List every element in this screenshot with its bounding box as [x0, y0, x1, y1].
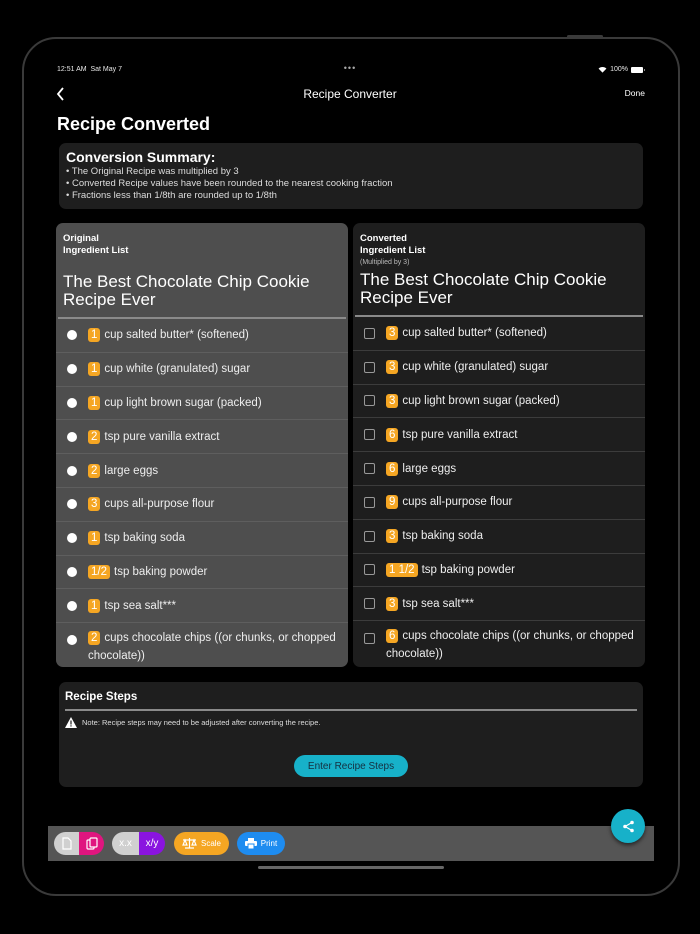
ingredient-text [88, 563, 207, 581]
ingredient-text [386, 426, 517, 444]
original-recipe-title: The Best Chocolate Chip Cookie Recipe Ever [63, 272, 310, 309]
checkbox[interactable] [364, 598, 375, 609]
quantity-badge: 9 [386, 495, 398, 509]
quantity-badge: 3 [386, 326, 398, 340]
ingredient-row[interactable] [56, 454, 348, 488]
ingredient-text [88, 360, 250, 378]
ingredient-label: cups all-purpose flour [104, 498, 215, 511]
copy-icon [86, 837, 98, 850]
ingredient-label: tsp pure vanilla extract [104, 430, 220, 443]
ingredient-row[interactable] [353, 418, 645, 452]
ingredient-label: cup light brown sugar (packed) [104, 396, 262, 409]
copy-toggle[interactable] [54, 832, 104, 855]
ingredient-text [386, 460, 456, 478]
ingredient-text [386, 595, 474, 613]
ingredient-label: cups all-purpose flour [402, 496, 513, 509]
nav-title: Recipe Converter [303, 87, 397, 101]
ingredient-text [386, 493, 512, 511]
ingredient-text [88, 629, 348, 665]
quantity-badge: 6 [386, 428, 398, 442]
ingredient-text [88, 394, 262, 412]
quantity-badge: 2 [88, 464, 100, 478]
quantity-badge: 1 [88, 599, 100, 613]
converted-label-2: Ingredient List [360, 245, 426, 256]
ingredient-row[interactable] [353, 486, 645, 520]
recipe-steps-section [59, 682, 643, 787]
scale-icon [182, 838, 197, 849]
radio-button[interactable] [67, 364, 77, 374]
converted-ingredient-list [353, 317, 645, 664]
divider [65, 709, 637, 711]
ingredient-text [386, 324, 547, 342]
summary-line: • Converted Recipe values have been rounded to the nearest cooking fraction [66, 178, 393, 189]
back-button[interactable] [55, 86, 65, 102]
original-ingredient-list [56, 319, 348, 666]
ingredient-label: large eggs [402, 462, 457, 475]
ingredient-text [386, 561, 515, 579]
fraction-option[interactable]: x/y [139, 832, 165, 855]
ingredient-label: cup salted butter* (softened) [402, 327, 547, 340]
original-ingredient-panel [56, 223, 348, 667]
quantity-badge: 3 [88, 497, 100, 511]
done-button[interactable]: Done [624, 88, 645, 98]
ingredient-label: tsp baking soda [104, 532, 185, 545]
checkbox[interactable] [364, 497, 375, 508]
print-label: Print [260, 839, 278, 848]
ingredient-row[interactable] [56, 387, 348, 421]
ingredient-text [88, 462, 158, 480]
ingredient-text [386, 527, 483, 545]
battery-icon [631, 67, 643, 73]
ingredient-row[interactable] [353, 351, 645, 385]
scale-button[interactable] [174, 832, 229, 855]
checkbox[interactable] [364, 429, 375, 440]
quantity-badge: 2 [88, 430, 100, 444]
converted-recipe-title: The Best Chocolate Chip Cookie Recipe Ever [360, 270, 607, 307]
ingredient-row[interactable] [353, 621, 645, 664]
status-bar [57, 63, 643, 76]
ingredient-row[interactable] [56, 522, 348, 556]
quantity-badge: 1 [88, 328, 100, 342]
status-right [598, 66, 643, 73]
decimal-option[interactable]: x.x [112, 832, 139, 855]
radio-button[interactable] [67, 567, 77, 577]
quantity-badge: 3 [386, 597, 398, 611]
ingredient-text [386, 627, 645, 663]
ingredient-label: tsp pure vanilla extract [402, 428, 518, 441]
ingredient-row[interactable] [56, 556, 348, 590]
share-icon [622, 820, 635, 833]
quantity-badge: 3 [386, 529, 398, 543]
steps-note-text: Note: Recipe steps may need to be adjusted after converting the recipe. [82, 718, 321, 727]
ingredient-label: cup salted butter* (softened) [104, 329, 249, 342]
quantity-badge: 1 [88, 362, 100, 376]
ingredient-row[interactable] [56, 353, 348, 387]
checkbox[interactable] [364, 362, 375, 373]
checkbox[interactable] [364, 463, 375, 474]
radio-button[interactable] [67, 398, 77, 408]
ingredient-label: cups chocolate chips ((or chunks, or chopped chocolate)) [386, 630, 634, 661]
home-indicator [258, 866, 444, 869]
ingredient-label: cup white (granulated) sugar [104, 363, 251, 376]
ingredient-row[interactable] [56, 488, 348, 522]
quantity-badge: 1/2 [88, 565, 110, 579]
ingredient-text [88, 597, 176, 615]
radio-button[interactable] [67, 330, 77, 340]
ingredient-row[interactable] [353, 317, 645, 351]
battery-percent: 100% [610, 66, 628, 73]
scale-label: Scale [200, 839, 221, 848]
checkbox[interactable] [364, 531, 375, 542]
ingredient-text [386, 392, 560, 410]
ingredient-label: cup light brown sugar (packed) [402, 394, 560, 407]
device-button [567, 35, 603, 38]
warning-icon [65, 717, 77, 728]
number-format-toggle[interactable] [112, 832, 165, 855]
checkbox[interactable] [364, 633, 375, 644]
copy-option[interactable] [79, 832, 104, 855]
quantity-badge: 2 [88, 631, 100, 645]
ingredient-label: cup white (granulated) sugar [402, 361, 549, 374]
multitask-dots[interactable]: ••• [343, 63, 357, 73]
print-button[interactable] [237, 832, 285, 855]
document-icon [62, 837, 72, 850]
bottom-toolbar [48, 826, 654, 861]
status-time: 12:51 AM Sat May 7 [57, 66, 122, 73]
ingredient-text [88, 529, 185, 547]
ingredient-text [88, 495, 214, 513]
ingredient-row[interactable] [353, 587, 645, 621]
radio-button[interactable] [67, 533, 77, 543]
single-page-option[interactable] [54, 832, 79, 855]
summary-line: • The Original Recipe was multiplied by 3 [66, 166, 239, 177]
ingredient-row[interactable] [353, 385, 645, 419]
quantity-badge: 6 [386, 629, 398, 643]
checkbox[interactable] [364, 564, 375, 575]
radio-button[interactable] [67, 499, 77, 509]
ingredient-text [88, 326, 249, 344]
conversion-summary [59, 143, 643, 209]
radio-button[interactable] [67, 466, 77, 476]
ingredient-row[interactable] [56, 319, 348, 353]
quantity-badge: 3 [386, 360, 398, 374]
original-label: Original [63, 233, 99, 244]
original-label-2: Ingredient List [63, 245, 129, 256]
multiplier-note: (Multiplied by 3) [360, 259, 410, 266]
ingredient-label: tsp baking powder [114, 565, 208, 578]
ingredient-label: tsp baking soda [402, 530, 483, 543]
ingredient-row[interactable] [353, 520, 645, 554]
radio-button[interactable] [67, 601, 77, 611]
quantity-badge: 1 [88, 396, 100, 410]
ingredient-row[interactable] [353, 554, 645, 588]
quantity-badge: 1 1/2 [386, 563, 418, 577]
share-button[interactable] [611, 809, 645, 843]
ingredient-label: large eggs [104, 464, 159, 477]
ingredient-row[interactable] [56, 589, 348, 623]
printer-icon [245, 838, 257, 849]
quantity-badge: 1 [88, 531, 100, 545]
checkbox[interactable] [364, 328, 375, 339]
ingredient-row[interactable] [56, 623, 348, 666]
radio-button[interactable] [67, 432, 77, 442]
checkbox[interactable] [364, 395, 375, 406]
ingredient-label: tsp sea salt*** [402, 597, 475, 610]
enter-recipe-steps-button[interactable]: Enter Recipe Steps [294, 755, 408, 777]
steps-note [65, 717, 320, 728]
ingredient-text [386, 358, 548, 376]
ingredient-text [88, 428, 219, 446]
ingredient-row[interactable] [353, 452, 645, 486]
radio-button[interactable] [67, 635, 77, 645]
quantity-badge: 3 [386, 394, 398, 408]
wifi-icon [598, 66, 607, 73]
ingredient-row[interactable] [56, 420, 348, 454]
summary-line: • Fractions less than 1/8th are rounded up to 1/8th [66, 190, 277, 201]
converted-label: Converted [360, 233, 407, 244]
nav-bar [55, 84, 645, 104]
recipe-steps-title: Recipe Steps [65, 691, 138, 703]
page-title: Recipe Converted [57, 114, 211, 134]
ingredient-label: tsp sea salt*** [104, 599, 177, 612]
converted-ingredient-panel [353, 223, 645, 667]
summary-title: Conversion Summary: [66, 149, 216, 165]
ingredient-label: tsp baking powder [421, 563, 515, 576]
quantity-badge: 6 [386, 462, 398, 476]
ingredient-label: cups chocolate chips ((or chunks, or chopped chocolate)) [88, 632, 336, 663]
